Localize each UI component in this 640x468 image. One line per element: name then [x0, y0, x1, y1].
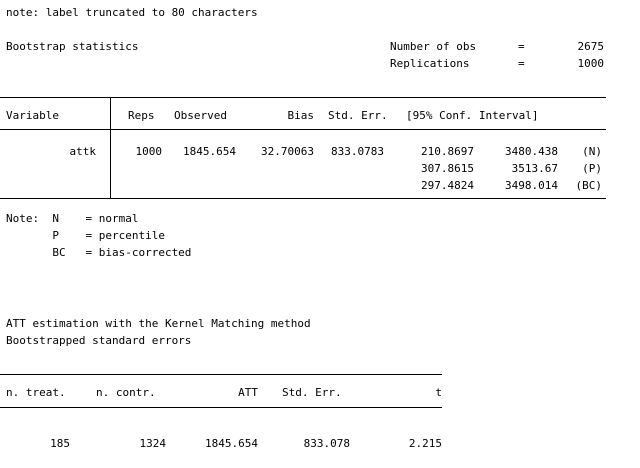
row-reps: 1000 [135, 145, 162, 158]
att-header-n-contr: n. contr. [96, 386, 156, 399]
replications-value: 1000 [577, 57, 604, 70]
bootstrap-title: Bootstrap statistics [6, 40, 139, 53]
header-variable: Variable [6, 109, 59, 122]
header-bias: Bias [287, 109, 314, 122]
table-column-divider [110, 97, 111, 198]
header-observed: Observed [174, 109, 227, 122]
ci-type-percentile: (P) [582, 162, 602, 175]
ci-high-percentile: 3513.67 [511, 162, 558, 175]
att-t-stat: 2.215 [408, 437, 442, 450]
att-top-rule [0, 374, 442, 375]
att-header-rule [0, 407, 442, 408]
att-subtitle: Bootstrapped standard errors [6, 334, 192, 347]
table-header-rule [0, 129, 606, 130]
att-title: ATT estimation with the Kernel Matching method [6, 317, 311, 330]
header-std-err: Std. Err. [328, 109, 388, 122]
row-std-err: 833.0783 [331, 145, 384, 158]
replications-label: Replications [390, 57, 470, 70]
att-n-contr: 1324 [139, 437, 166, 450]
ci-high-normal: 3480.438 [505, 145, 558, 158]
att-n-treat: 185 [50, 437, 70, 450]
nobs-label: Number of obs [390, 40, 477, 53]
truncation-note: note: label truncated to 80 characters [6, 6, 258, 19]
att-std-err: 833.078 [303, 437, 350, 450]
ci-type-bias-corrected: (BC) [575, 179, 602, 192]
header-reps: Reps [128, 109, 155, 122]
att-header-n-treat: n. treat. [6, 386, 66, 399]
legend-percentile: P = percentile [6, 229, 165, 242]
ci-high-bias-corrected: 3498.014 [505, 179, 558, 192]
att-header-att: ATT [238, 386, 258, 399]
nobs-value: 2675 [577, 40, 604, 53]
header-conf-interval: [95% Conf. Interval] [406, 109, 539, 122]
legend-normal: Note: N = normal [6, 212, 139, 225]
row-variable: attk [69, 145, 96, 158]
table-top-rule [0, 97, 606, 98]
legend-bias-corrected: BC = bias-corrected [6, 246, 192, 259]
ci-low-percentile: 307.8615 [421, 162, 474, 175]
att-value: 1845.654 [205, 437, 258, 450]
table-bottom-rule [0, 198, 606, 199]
ci-low-normal: 210.8697 [421, 145, 474, 158]
ci-low-bias-corrected: 297.4824 [421, 179, 474, 192]
row-observed: 1845.654 [183, 145, 236, 158]
ci-type-normal: (N) [582, 145, 602, 158]
nobs-equals: = [518, 40, 525, 53]
replications-equals: = [518, 57, 525, 70]
att-header-std-err: Std. Err. [282, 386, 342, 399]
row-bias: 32.70063 [261, 145, 314, 158]
att-header-t: t [435, 386, 442, 399]
